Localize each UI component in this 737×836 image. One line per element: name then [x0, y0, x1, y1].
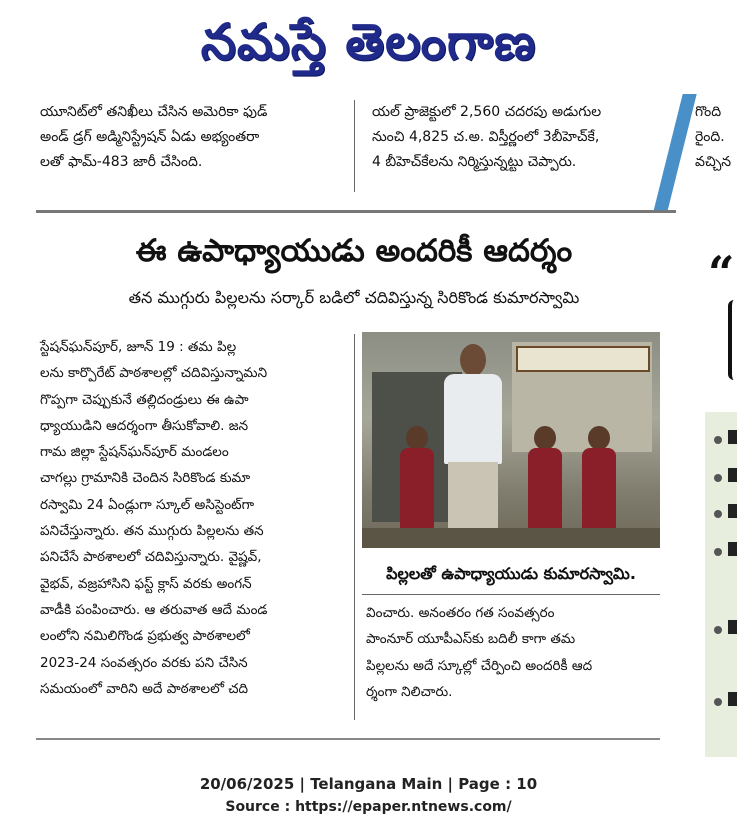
text-line: చాగల్లు గ్రామానికి చెందిన సిరికొండ కుమా	[40, 470, 251, 487]
bullet-icon	[714, 548, 722, 556]
bullet-icon	[714, 474, 722, 482]
text-line: వాడీకి పంపించారు. ఆ తరువాత ఆదే మండ	[40, 601, 268, 618]
text-line: యల్ ప్రాజెక్టులో 2,560 చదరపు అడుగుల	[372, 104, 602, 120]
masthead	[0, 0, 737, 88]
text-line: వైభవ్, వజ్రహాసిని ఫస్ట్ క్లాస్ వరకు అంగన్	[40, 575, 252, 592]
text-line: లతో ఫామ్-483 జారీ చేసింది.	[40, 154, 203, 170]
text-line: 2023-24 సంవత్సరం వరకు పని చేసిన	[40, 654, 248, 671]
quote-mark-icon: “	[708, 246, 735, 300]
top-column-right	[695, 100, 737, 175]
text-fragment	[728, 468, 737, 482]
text-fragment	[728, 430, 737, 444]
bottom-rule	[36, 738, 660, 740]
bullet-icon	[714, 510, 722, 518]
text-fragment	[728, 542, 737, 556]
text-line: 4 బీహెచ్‌కేలను నిర్మిస్తున్నట్టు చెప్పారు.	[372, 154, 577, 170]
ad-bracket	[728, 300, 737, 380]
bullet-icon	[714, 626, 722, 634]
article-headline: ఈ ఉపాధ్యాయుడు అందరికీ ఆదర్శం	[135, 233, 573, 269]
source-info: Source : https://epaper.ntnews.com/	[225, 799, 512, 815]
text-fragment	[728, 504, 737, 518]
text-line: గొంది	[695, 104, 722, 120]
text-line: లను కార్పొరేట్ పాఠశాలల్లో చదివిస్తున్నామని	[40, 365, 268, 382]
text-line: పిల్లలను అదే స్కూల్లో చేర్పించి అందరికీ ఆద	[366, 657, 593, 674]
text-line: యూనిట్‌లో తనిఖీలు చేసిన అమెరికా ఫుడ్	[40, 104, 268, 120]
text-fragment	[728, 620, 737, 634]
text-fragment	[728, 692, 737, 706]
top-column-middle	[372, 100, 601, 175]
photo-child-head	[406, 426, 428, 450]
text-line: రస్వామి 24 ఏండ్లుగా స్కూల్ అసిస్టెంట్‌గా	[40, 496, 255, 513]
photo-child-head	[588, 426, 610, 450]
bullet-icon	[714, 436, 722, 444]
article-subheadline: తన ముగ్గురు పిల్లలను సర్కార్ బడిలో చదివిస్తున్న సిరికొండ కుమారస్వామి	[128, 288, 580, 307]
column-divider	[354, 100, 355, 192]
text-line: స్టేషన్‌ఘన్‌పూర్, జూన్ 19 : తమ పిల్ల	[40, 339, 237, 355]
accent-stroke	[653, 94, 696, 212]
photo-caption: పిల్లలతో ఉపాధ్యాయుడు కుమారస్వామి.	[386, 564, 636, 583]
photo-ground	[362, 528, 660, 548]
article-body-right	[366, 600, 662, 705]
newspaper-logo: నమస్తే తెలంగాణ	[200, 12, 537, 71]
text-line: సమయంలో వారిని అదే పాఠశాలలో చది	[40, 680, 249, 697]
photo-teacher-head	[460, 344, 486, 376]
photo-school-sign	[516, 346, 650, 372]
column-divider	[354, 334, 355, 720]
caption-rule	[362, 594, 660, 595]
photo-teacher	[444, 374, 502, 464]
text-line: గామ జిల్లా స్టేషన్‌ఘన్‌పూర్ మండలం	[40, 444, 229, 461]
section-rule	[36, 210, 676, 213]
text-line: ధ్యాయుడిని ఆదర్శంగా తీసుకోవాలి. జన	[40, 417, 249, 434]
text-line: లంలోని నమిలిగొండ ప్రభుత్వ పాఠశాలలో	[40, 628, 250, 645]
text-line: పాంనూర్ యూపీఎస్‌కు బదిలీ కాగా తమ	[366, 631, 576, 648]
edition-info: 20/06/2025 | Telangana Main | Page : 10	[199, 775, 538, 793]
text-line: గొప్పగా చెప్పుకునే తల్లిదండ్రులు ఈ ఉపా	[40, 391, 249, 408]
text-line: ర్శంగా నిలిచారు.	[366, 683, 453, 700]
text-line: వించారు. అనంతరం గత సంవత్సరం	[366, 605, 555, 621]
article-body-left	[40, 334, 344, 702]
text-line: పనిచేస్తున్నారు. తన ముగ్గురు పిల్లలను తన	[40, 523, 264, 540]
bullet-icon	[714, 698, 722, 706]
top-column-left	[40, 100, 267, 175]
article-photo	[362, 332, 660, 548]
photo-child-head	[534, 426, 556, 450]
text-line: పనిచేసే పాఠశాలలో చదివిస్తున్నారు. వైష్ణవ్,	[40, 549, 262, 566]
text-line: నుంచి 4,825 చ.అ. విస్తీర్ణంలో 3బీహెచ్‌కే,	[372, 129, 600, 145]
text-line: రైంది.	[695, 129, 725, 145]
text-line: వచ్చిన	[695, 154, 732, 170]
text-line: అండ్ డ్రగ్ అడ్మినిస్ట్రేషన్ ఏడు అభ్యంతరా	[40, 129, 260, 145]
